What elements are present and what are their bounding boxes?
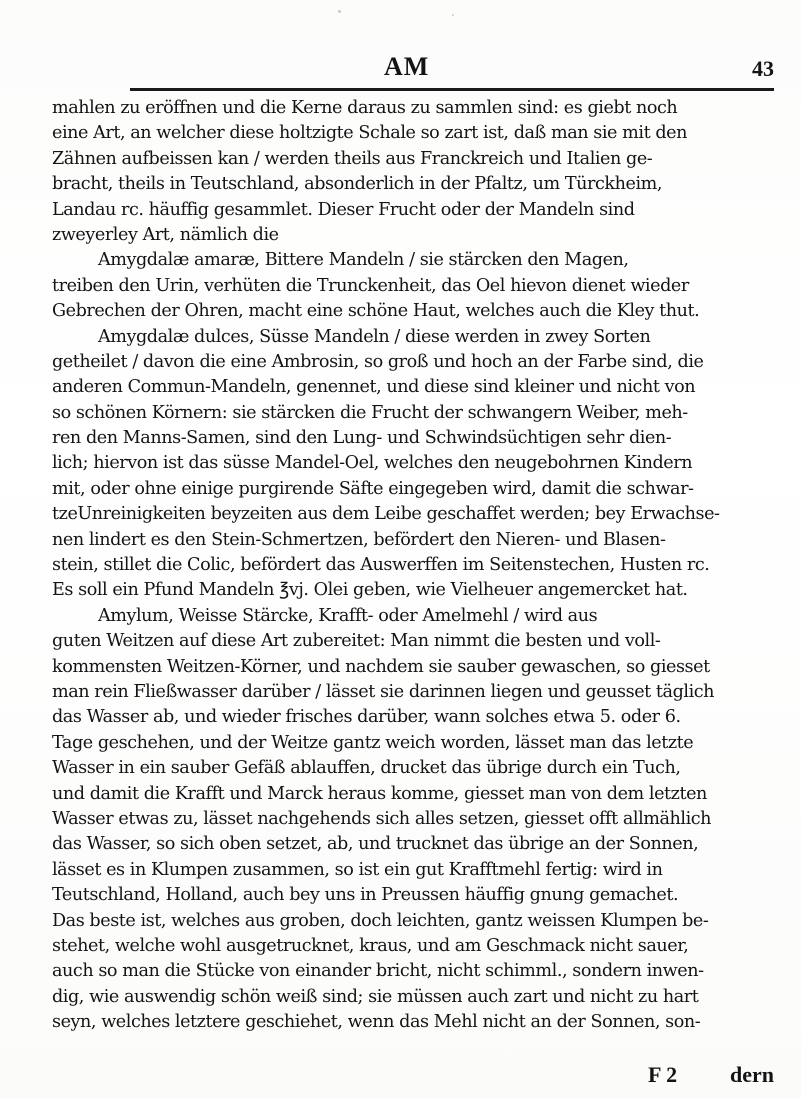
text-line: stein, stillet die Colic, befördert das Auswerffen im Seitenstechen, Husten rc. — [52, 555, 710, 576]
text-line: kommensten Weitzen-Körner, und nachdem sie sauber gewaschen, so giesset — [52, 656, 710, 677]
signature-mark: F 2 — [648, 1062, 678, 1087]
paper-speck — [338, 10, 341, 13]
text-line: nen lindert es den Stein-Schmertzen, befördert den Nieren- und Blasen- — [52, 529, 666, 550]
text-line: Teutschland, Holland, auch bey uns in Preussen häuffig gnung gemachet. — [52, 885, 679, 906]
text-line: Landau rc. häuffig gesammlet. Dieser Frucht oder der Mandeln sind — [52, 199, 635, 220]
text-line: lich; hiervon ist das süsse Mandel-Oel, welches den neugebohrnen Kindern — [52, 453, 693, 474]
text-line: seyn, welches letztere geschiehet, wenn das Mehl nicht an der Sonnen, son- — [52, 1012, 701, 1033]
body-text — [52, 96, 780, 1076]
text-line: Das beste ist, welches aus groben, doch leichten, gantz weissen Klumpen be- — [52, 910, 709, 931]
text-line: eine Art, an welcher diese holtzigte Schale so zart ist, daß man sie mit den — [52, 123, 687, 144]
text-line: so schönen Körnern: sie stärcken die Frucht der schwangern Weiber, meh- — [52, 402, 688, 423]
page-header — [48, 52, 774, 92]
entry-heading-suesse-mandeln: Amygdalæ dulces, Süsse Mandeln / diese werden in zwey Sorten — [98, 326, 651, 347]
page-number: 43 — [752, 56, 774, 81]
text-line: auch so man die Stücke von einander bricht, nicht schimml., sondern inwen- — [52, 961, 704, 982]
catchword: dern — [730, 1062, 774, 1087]
text-line: das Wasser, so sich oben setzet, ab, und trucknet das übrige an der Sonnen, — [52, 834, 699, 855]
entry-heading-amylum: Amylum, Weisse Stärcke, Krafft- oder Amelmehl / wird aus — [98, 605, 598, 626]
header-rule — [130, 88, 774, 91]
text-line: mahlen zu eröffnen und die Kerne daraus zu sammlen sind: es giebt noch — [52, 98, 678, 118]
text-line: Wasser in ein sauber Gefäß ablauffen, drucket das übrige durch ein Tuch, — [52, 758, 681, 779]
running-head: AM — [384, 52, 430, 81]
text-line: guten Weitzen auf diese Art zubereitet: Man nimmt die besten und voll- — [52, 631, 661, 652]
text-line: das Wasser ab, und wieder frisches darüber, wann solches etwa 5. oder 6. — [52, 707, 681, 728]
text-line: bracht, theils in Teutschland, absonderlich in der Pfaltz, um Türckheim, — [52, 174, 663, 195]
text-line: stehet, welche wohl ausgetrucknet, kraus, und am Geschmack nicht sauer, — [52, 935, 689, 956]
text-line: Zähnen aufbeissen kan / werden theils aus Franckreich und Italien ge- — [52, 148, 653, 169]
text-line: zweyerley Art, nämlich die — [52, 224, 279, 245]
text-line: Gebrechen der Ohren, macht eine schöne Haut, welches auch die Kley thut. — [52, 301, 700, 322]
text-line: ren den Manns-Samen, sind den Lung- und Schwindsüchtigen sehr dien- — [52, 428, 672, 449]
text-line: man rein Fließwasser darüber / lässet sie darinnen liegen und geusset täglich — [52, 681, 715, 702]
text-line: Es soll ein Pfund Mandeln ℥vj. Olei geben, wie Vielheuer angemercket hat. — [52, 580, 688, 601]
text-line: und damit die Krafft und Marck heraus komme, giesset man von dem letzten — [52, 783, 707, 804]
page-footer — [48, 1062, 774, 1092]
text-line: mit, oder ohne einige purgirende Säfte eingegeben wird, damit die schwar- — [52, 478, 694, 499]
text-line: lässet es in Klumpen zusammen, so ist ein gut Krafftmehl fertig: wird in — [52, 859, 663, 880]
text-line: getheilet / davon die eine Ambrosin, so groß und hoch an der Farbe sind, die — [52, 351, 704, 372]
paper-speck — [452, 14, 454, 16]
text-line: anderen Commun-Mandeln, genennet, und diese sind kleiner und nicht von — [52, 377, 696, 398]
text-line: treiben den Urin, verhüten die Trunckenheit, das Oel hievon dienet wieder — [52, 275, 689, 296]
text-line: Tage geschehen, und der Weitze gantz weich worden, lässet man das letzte — [52, 732, 694, 753]
entry-heading-bittere-mandeln: Amygdalæ amaræ, Bittere Mandeln / sie stärcken den Magen, — [98, 250, 629, 271]
text-line: dig, wie auswendig schön weiß sind; sie müssen auch zart und nicht zu hart — [52, 986, 699, 1007]
text-line: Wasser etwas zu, lässet nachgehends sich alles setzen, giesset offt allmählich — [52, 808, 712, 829]
text-line: tzeUnreinigkeiten beyzeiten aus dem Leibe geschaffet werden; bey Erwachse- — [52, 504, 720, 525]
